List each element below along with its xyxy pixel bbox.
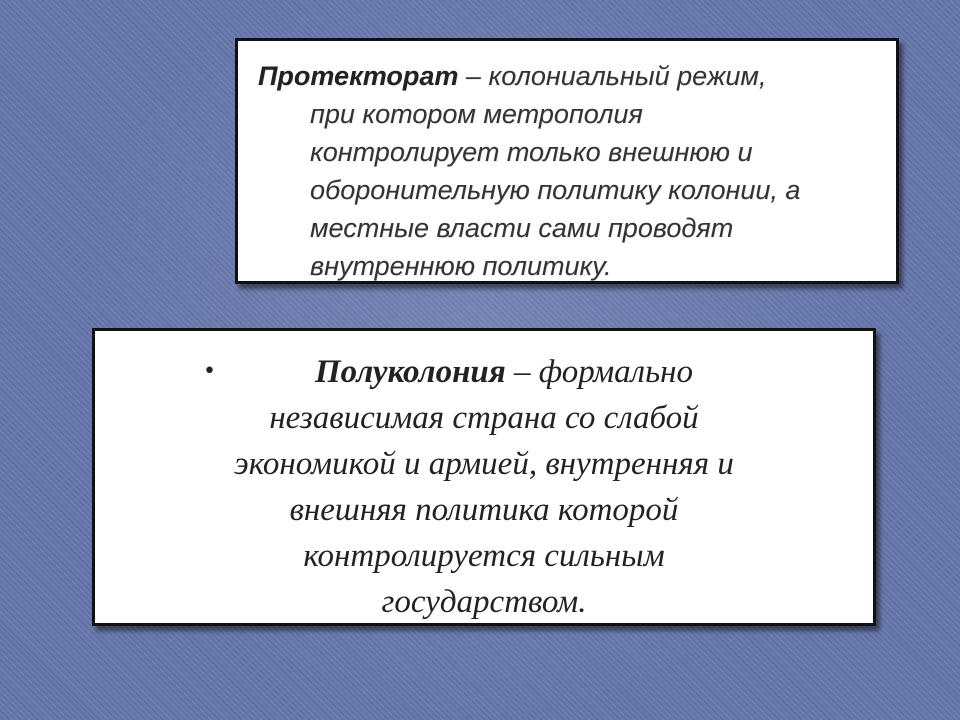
protectorate-line-1 — [258, 57, 878, 95]
semicolony-line-2: независимая страна со слабой — [269, 400, 699, 436]
semicolony-definition-text — [125, 349, 843, 625]
protectorate-line-4: оборонительную политику колонии, а — [310, 175, 801, 205]
protectorate-line-6: внутреннюю политику. — [310, 251, 612, 281]
protectorate-term: Протекторат — [258, 61, 459, 91]
semicolony-line-1 — [125, 349, 843, 395]
protectorate-line-2: при котором метрополия — [310, 99, 643, 129]
protectorate-definition-text — [258, 57, 878, 285]
semicolony-line-5: контролируется сильным — [303, 538, 665, 574]
semicolony-line-4: внешняя политика которой — [289, 492, 679, 528]
semicolony-definition-box — [92, 328, 876, 626]
bullet-point: • — [203, 359, 216, 384]
protectorate-line-1-rest: – колониальный режим, — [458, 61, 767, 91]
protectorate-line-5: местные власти сами проводят — [310, 213, 734, 243]
semicolony-term: Полуколония — [315, 354, 506, 390]
protectorate-definition-box — [235, 38, 899, 284]
semicolony-line-6: государством. — [381, 584, 587, 620]
protectorate-line-3: контролирует только внешнюю и — [310, 137, 753, 167]
semicolony-line-3: экономикой и армией, внутренняя и — [234, 446, 734, 482]
semicolony-line-1-rest: – формально — [505, 354, 693, 390]
